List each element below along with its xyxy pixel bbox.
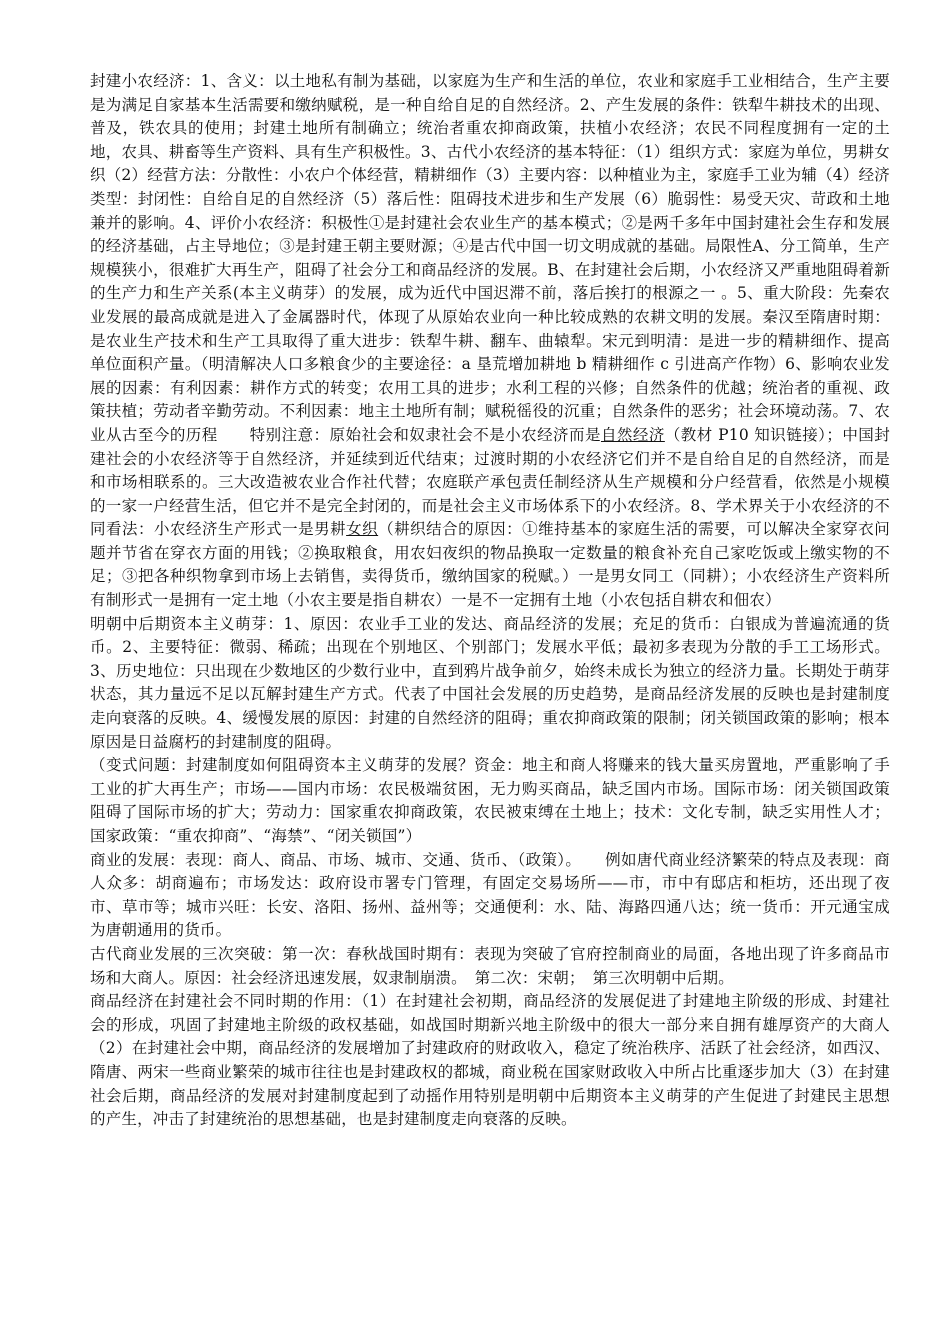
paragraph-text: （教材 P10 知识链接）；中国封建社会的小农经济等于自然经济，并延续到近代结束；过渡时期的小农经济它们并不是自给自足的自然经济，而是和市场相联系的。三大改造被农业合作社代替；农庭联产承包责任制经济从生产规模和分户经营看，依然是小规模的一家一户经营生活，但它并不是完全封闭的，而是社会主义市场体系下的小农经济。8、学术界关于小农经济的不同看法：小农经济生产形式一是男耕 (90, 425, 890, 539)
document-page (90, 70, 890, 1132)
paragraph-capitalism-sprouts: 明朝中后期资本主义萌芽：1、原因：农业手工业的发达、商品经济的发展；充足的货币：白银成为普遍流通的货币。2、主要特征：微弱、稀疏；出现在个别地区、个别部门；发展水平低；最初多表现为分散的手工工场形式。3、历史地位：只出现在少数地区的少数行业中，直到鸦片战争前夕，始终未成长为独立的经济力量。长期处于萌芽状态，其力量远不足以瓦解封建生产方式。代表了中国社会发展的历史趋势，是商品经济发展的反映也是封建制度走向衰落的反映。4、缓慢发展的原因：封建的自然经济的阻碍；重农抑商政策的限制；闭关锁国政策的影响；根本原因是日益腐朽的封建制度的阻碍。 (90, 614, 890, 751)
paragraph-text: （耕织结合的原因：①维持基本的家庭生活的需要，可以解决全家穿衣问题并节省在穿衣方面的用钱；②换取粮食，用农妇夜织的物品换取一定数量的粮食补充自己家吃饭或上缴实物的不足；③把各种织物拿到市场上去销售，卖得货币，缴纳国家的税赋。）一是男女同工（同耕）；小农经济生产资料所有制形式一是拥有一定土地（小农主要是指自耕农）一是不一定拥有土地（小农包括自耕农和佃农） (90, 520, 891, 610)
paragraph-commerce-development: 商业的发展：表现：商人、商品、市场、城市、交通、货币、（政策）。 例如唐代商业经济繁荣的特点及表现：商人众多：胡商遍布；市场发达：政府设市署专门管理，有固定交易场所——市，市中有邸店和柜坊，还出现了夜市、草市等；城市兴旺：长安、洛阳、扬州、益州等；交通便利：水、陆、海路四通八达；统一货币：开元通宝成为唐朝通用的货币。 (90, 850, 890, 940)
paragraph-commodity-economy-role: 商品经济在封建社会不同时期的作用：（1）在封建社会初期，商品经济的发展促进了封建地主阶级的形成、封建社会的形成，巩固了封建地主阶级的政权基础，如战国时期新兴地主阶级中的很大一部分来自拥有雄厚资产的大商人（2）在封建社会中期，商品经济的发展增加了封建政府的财政收入，稳定了统治秩序、活跃了社会经济，如西汉、隋唐、两宋一些商业繁荣的城市往往也是封建政权的都城，商业税在国家财政收入中所占比重逐步加大（3）在封建社会后期，商品经济的发展对封建制度起到了动摇作用特别是明朝中后期资本主义萌芽的产生促进了封建民主思想的产生，冲击了封建统治的思想基础，也是封建制度走向衰落的反映。 (90, 992, 890, 1129)
underlined-term-weaving: 女织 (346, 520, 379, 539)
paragraph-text: 封建小农经济：1、含义：以土地私有制为基础，以家庭为生产和生活的单位，农业和家庭手工业相结合，生产主要是为满足自家基本生活需要和缴纳赋税，是一种自给自足的自然经济。2、产生发展的条件：铁犁牛耕技术的出现、普及，铁农具的使用；封建土地所有制确立；统治者重农抑商政策，扶植小农经济；农民不同程度拥有一定的土地，农具、耕畜等生产资料、具有生产积极性。3、古代小农经济的基本特征：（1）组织方式：家庭为单位，男耕女织（2）经营方法：分散性：小农户个体经营，精耕细作（3）主要内容：以种植业为主，家庭手工业为辅（4）经济类型：封闭性：自给自足的自然经济（5）落后性：阻碍技术进步和生产发展（6）脆弱性：易受天灾、苛政和土地兼并的影响。4、评价小农经济：积极性①是封建社会农业生产的基本模式；②是两千多年中国封建社会生存和发展的经济基础，占主导地位；③是封建王朝主要财源；④是古代中国一切文明成就的基础。局限性A、分工简单，生产规模狭小，很难扩大再生产，阻碍了社会分工和商品经济的发展。B、在封建社会后期，小农经济又严重地阻碍着新的生产力和生产关系(本主义萌芽）的发展，成为近代中国迟滞不前，落后挨打的根源之一 。5、重大阶段：先秦农业发展的最高成就是进入了金属器时代，体现了从原始农业向一种比较成熟的农耕文明的发展。秦汉至隋唐时期：是农业生产技术和生产工具取得了重大进步：铁犁牛耕、翻车、曲辕犁。宋元到明清：是进一步的精耕细作、提高单位面积产量。（明清解决人口多粮食少的主要途径：a 垦荒增加耕地 b 精耕细作 c 引进高产作物）6、影响农业发展的因素：有利因素：耕作方式的转变；农用工具的进步；水利工程的兴修；自然条件的优越；统治者的重视、政策扶植；劳动者辛勤劳动。不利因素：地主土地所有制；赋税徭役的沉重；自然条件的恶劣；社会环境动荡。7、农业从古至今的历程 特别注意：原始社会和奴隶社会不是小农经济而是 (90, 72, 890, 444)
paragraph-small-peasant-economy (90, 70, 890, 613)
underlined-term-natural-economy: 自然经济 (600, 425, 665, 444)
paragraph-variant-question: （变式问题：封建制度如何阻碍资本主义萌芽的发展？资金：地主和商人将赚来的钱大量买房置地，严重影响了手工业的扩大再生产；市场——国内市场：农民极端贫困，无力购买商品，缺乏国内市场。国际市场：闭关锁国政策阻碍了国际市场的扩大；劳动力：国家重农抑商政策，农民被束缚在土地上；技术：文化专制，缺乏实用性人才；国家政策：“重农抑商”、“海禁”、“闭关锁国”） (90, 756, 890, 845)
paragraph-three-breakthroughs: 古代商业发展的三次突破：第一次：春秋战国时期有：表现为突破了官府控制商业的局面，各地出现了许多商品市场和大商人。原因：社会经济迅速发展，奴隶制崩溃。 第二次：宋朝； 第三次明朝中后期。 (90, 944, 890, 987)
